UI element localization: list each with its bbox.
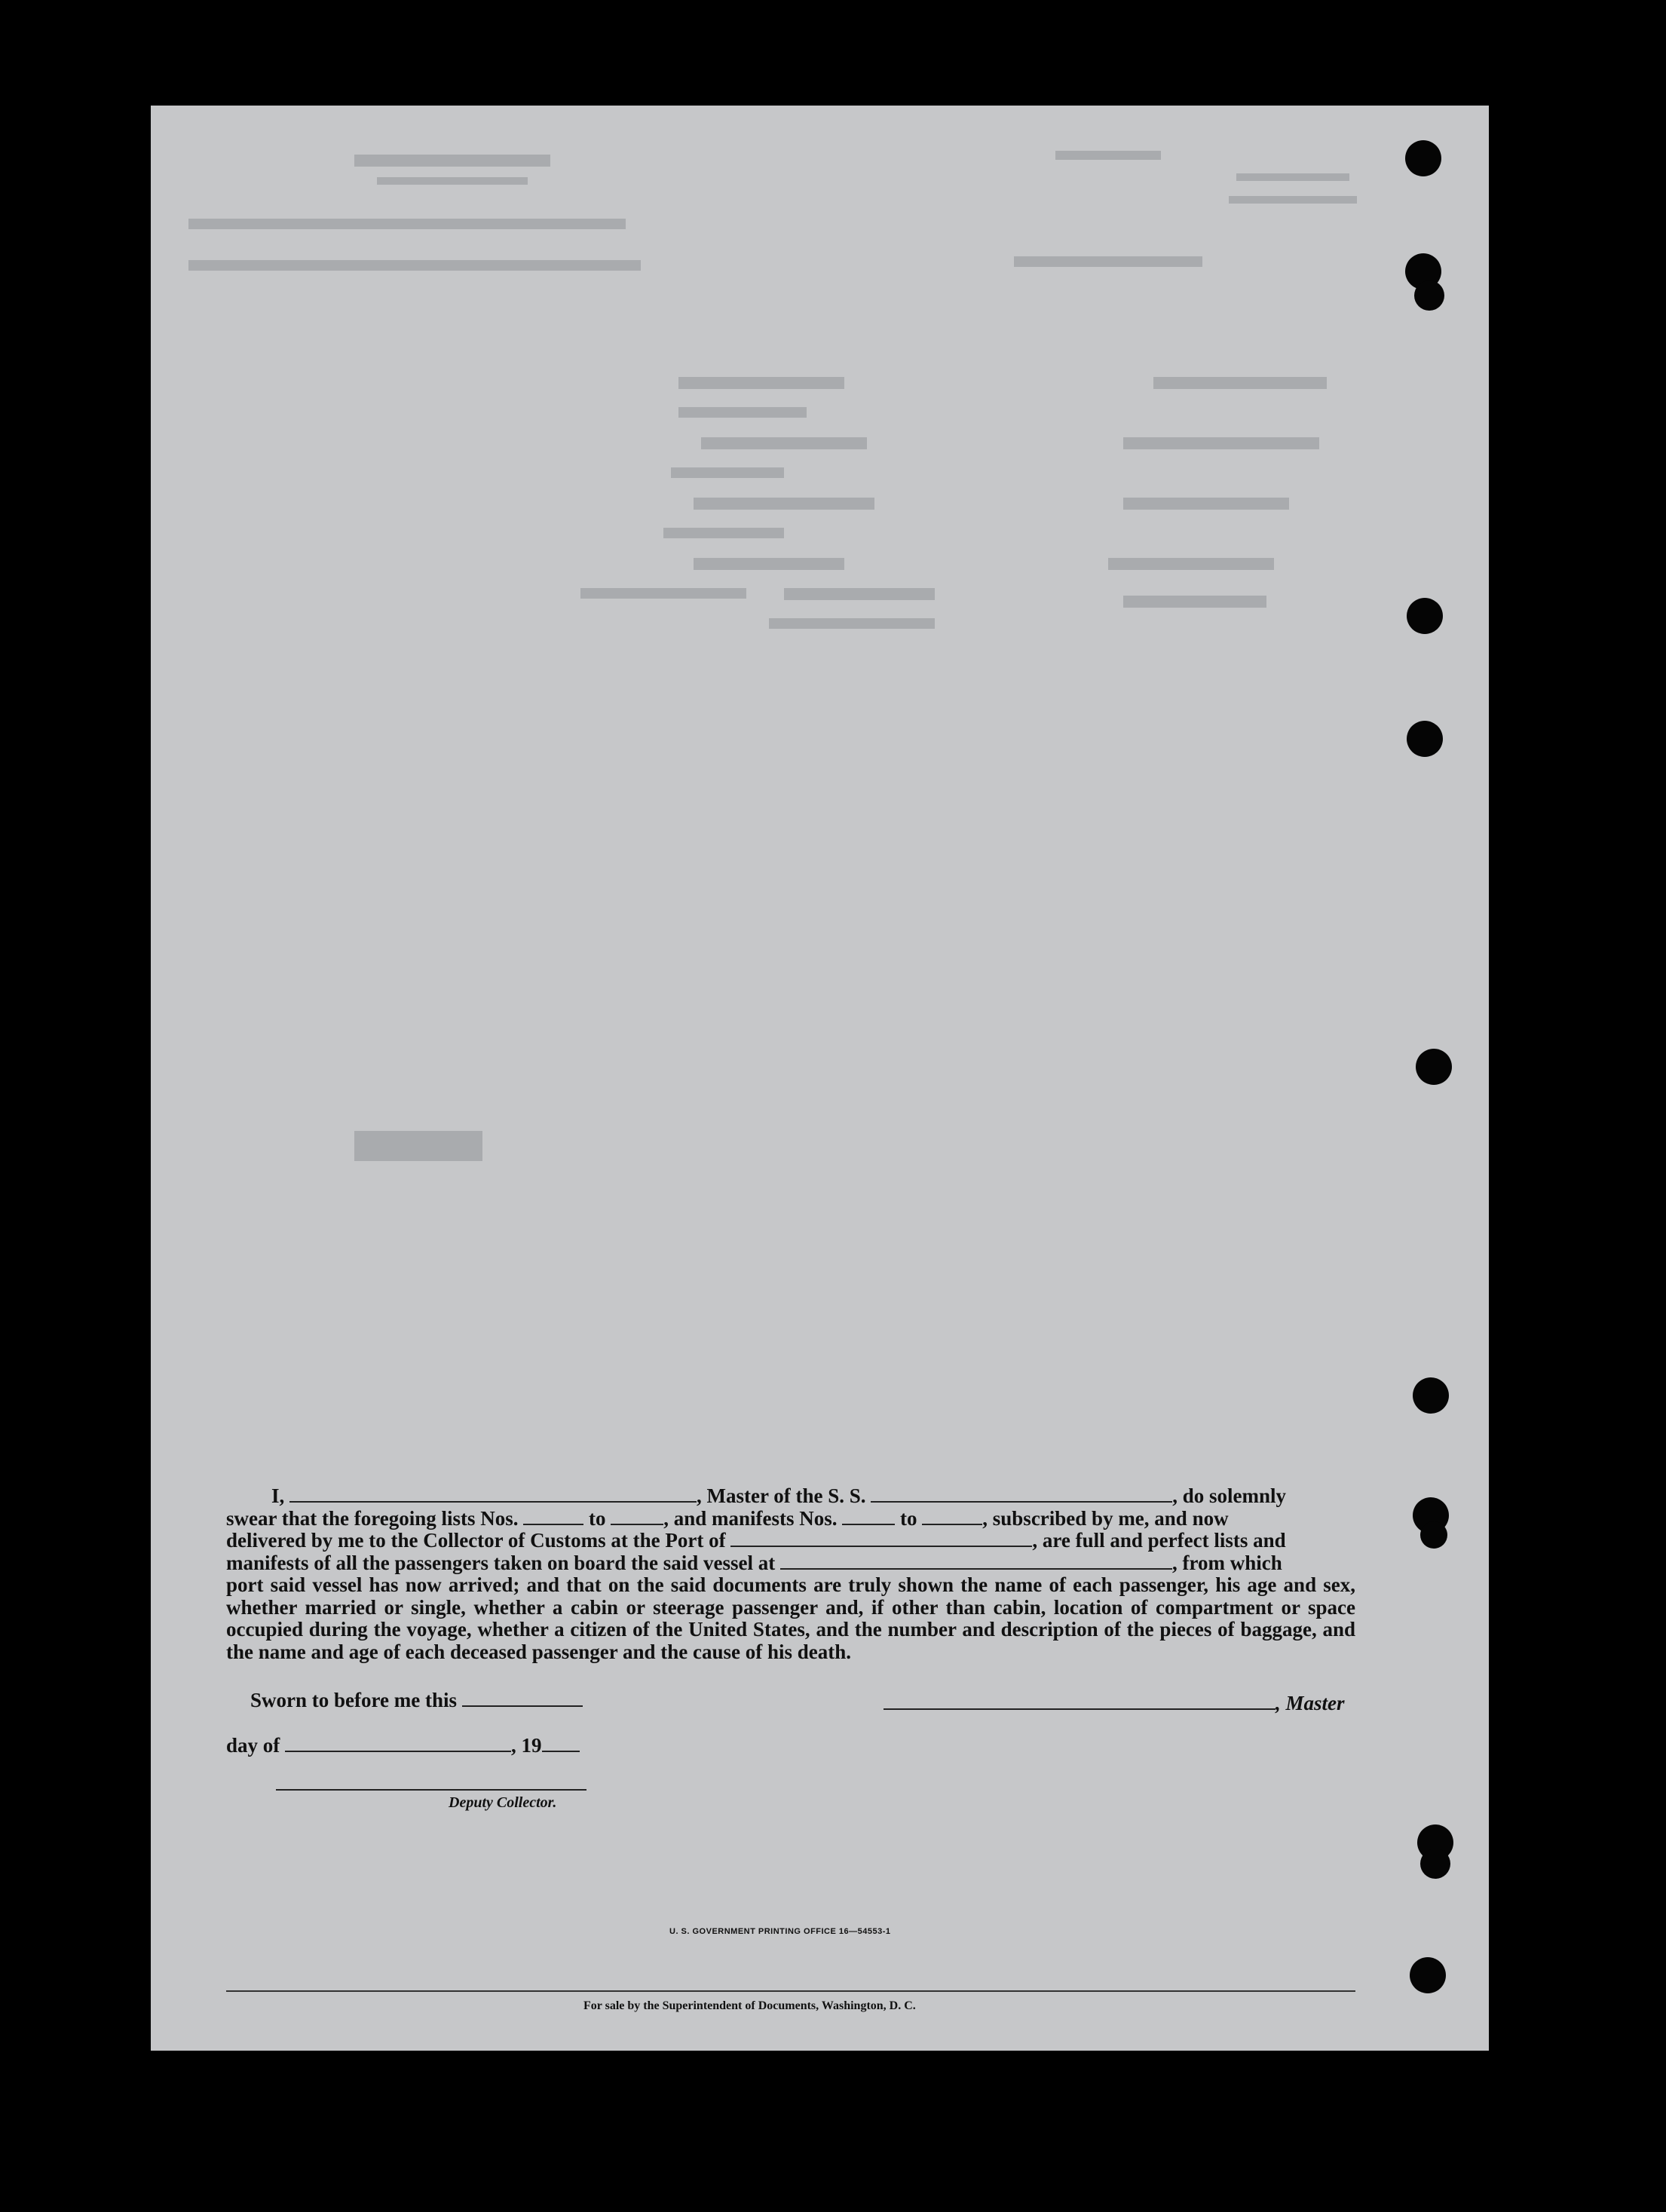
binder-hole: [1410, 1957, 1446, 1993]
footer-rule: [226, 1990, 1355, 1992]
sworn-label: Sworn to before me this: [250, 1689, 457, 1711]
binder-hole: [1407, 721, 1443, 757]
day-of-label: day of: [226, 1734, 280, 1757]
year-prefix: , 19: [511, 1734, 542, 1757]
oath-from-which: , from which: [1172, 1551, 1282, 1574]
oath-to-2: to: [900, 1506, 917, 1530]
lists-from-blank: [523, 1510, 583, 1525]
binder-hole: [1413, 1377, 1449, 1414]
oath-master-of-ss: , Master of the S. S.: [697, 1484, 866, 1507]
year-blank: [542, 1737, 580, 1752]
oath-do-solemnly: , do solemnly: [1172, 1484, 1287, 1507]
binder-hole: [1414, 280, 1444, 311]
master-label: , Master: [1276, 1692, 1345, 1714]
binder-hole: [1420, 1849, 1450, 1879]
oath-i: I,: [271, 1484, 285, 1507]
deputy-signature-rule: [276, 1789, 586, 1791]
oath-to-1: to: [588, 1506, 606, 1530]
oath-paragraph: [226, 1485, 1355, 1663]
day-of-line: [226, 1734, 580, 1757]
bleed-through-shadow: [151, 106, 1489, 2051]
oath-swear: swear that the foregoing lists Nos.: [226, 1506, 519, 1530]
departure-port-blank: [780, 1555, 1172, 1570]
oath-body: port said vessel has now arrived; and that on the said documents are truly shown the name of each passenger, his age and sex, whether married or single, whether a cabin or steerage passenger and, if other than cabin, location of compartment or space occupied during the voyage, whether a citizen of the United States, and the number and description of the pieces of baggage, and the name and age of each deceased passenger and the cause of his death.: [226, 1573, 1355, 1663]
port-blank: [730, 1532, 1032, 1547]
oath-and-manifests: , and manifests Nos.: [663, 1506, 838, 1530]
document-page: [151, 106, 1489, 2051]
sale-notice: For sale by the Superintendent of Documents, Washington, D. C.: [583, 1999, 916, 2012]
lists-to-blank: [611, 1510, 663, 1525]
binder-hole: [1420, 1521, 1447, 1549]
sworn-day-blank: [462, 1692, 583, 1707]
master-signature-line: [884, 1692, 1345, 1715]
oath-delivered: delivered by me to the Collector of Customs at the Port of: [226, 1529, 726, 1552]
binder-hole: [1405, 140, 1441, 176]
master-signature-blank: [884, 1695, 1276, 1710]
sworn-line: [250, 1689, 583, 1712]
oath-subscribed: , subscribed by me, and now: [982, 1506, 1229, 1530]
master-name-blank: [289, 1487, 697, 1503]
manifests-to-blank: [922, 1510, 982, 1525]
binder-hole: [1416, 1049, 1452, 1085]
vessel-name-blank: [871, 1487, 1172, 1503]
oath-full-perfect: , are full and perfect lists and: [1032, 1529, 1286, 1552]
deputy-collector-label: Deputy Collector.: [449, 1794, 557, 1811]
month-blank: [285, 1737, 511, 1752]
manifests-from-blank: [842, 1510, 895, 1525]
printing-office-line: U. S. GOVERNMENT PRINTING OFFICE 16—54553-1: [669, 1927, 891, 1936]
oath-manifests-all: manifests of all the passengers taken on board the said vessel at: [226, 1551, 776, 1574]
binder-hole: [1407, 598, 1443, 634]
